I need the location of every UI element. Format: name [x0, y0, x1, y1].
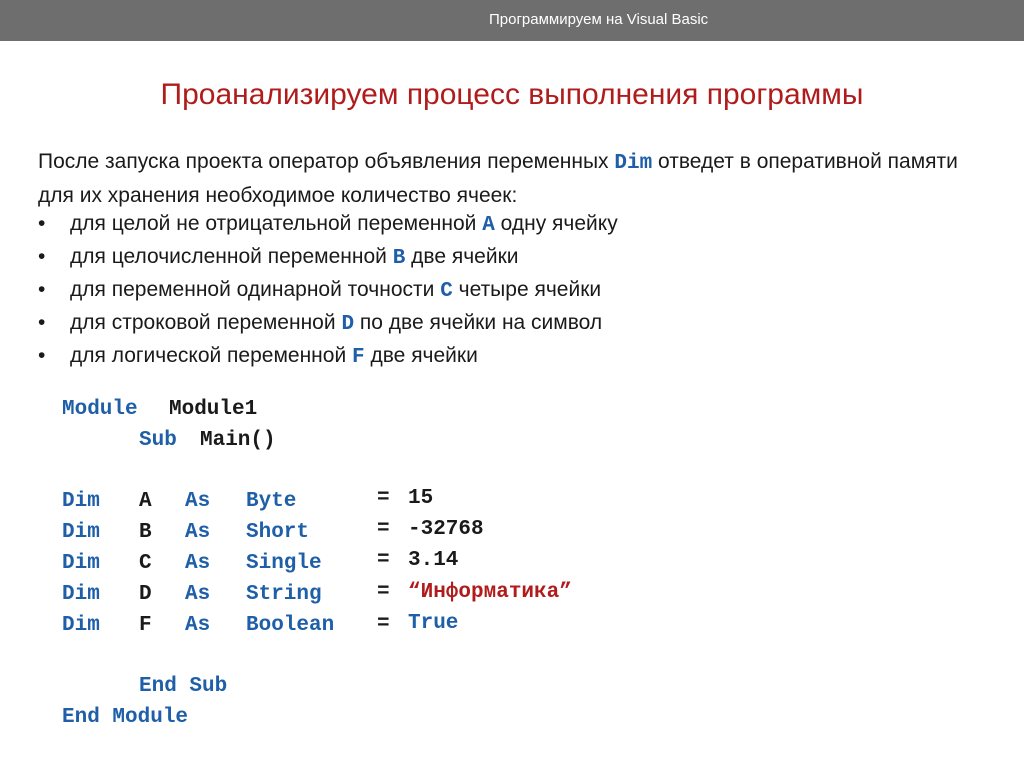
- code-dim-keyword: Dim: [62, 583, 100, 606]
- bullet-text: по две ячейки на символ: [359, 311, 603, 334]
- code-var-value: 3.14: [408, 549, 459, 572]
- bullet-text: две ячейки: [370, 344, 478, 367]
- bullet-text: для целочисленной переменной: [70, 245, 387, 268]
- code-var-value: 15: [408, 487, 434, 510]
- code-module-keyword: Module: [62, 398, 138, 421]
- code-sub-keyword: Sub: [139, 429, 177, 452]
- bullet-var: C: [440, 280, 453, 303]
- code-as-keyword: As: [185, 552, 211, 575]
- bullet-text: для целой не отрицательной переменной: [70, 212, 477, 235]
- bullet-text: для логической переменной: [70, 344, 347, 367]
- code-var-type: String: [246, 583, 322, 606]
- intro-keyword: Dim: [614, 152, 653, 175]
- code-module-name: Module1: [169, 398, 258, 421]
- code-var-value: True: [408, 612, 459, 635]
- bullet-var: A: [482, 214, 495, 237]
- intro-text-1: После запуска проекта оператор объявления переменных: [38, 150, 609, 173]
- code-as-keyword: As: [185, 614, 211, 637]
- bullet-icon: •: [38, 245, 46, 268]
- bullet-text: для переменной одинарной точности: [70, 278, 435, 301]
- code-sub-name: Main(): [200, 429, 276, 452]
- code-var-value: “Информатика”: [408, 581, 572, 604]
- code-as-keyword: As: [185, 583, 211, 606]
- code-dim-keyword: Dim: [62, 552, 100, 575]
- code-equals: =: [377, 549, 390, 572]
- code-var-type: Byte: [246, 490, 297, 513]
- bullet-icon: •: [38, 311, 46, 334]
- code-as-keyword: As: [185, 521, 211, 544]
- code-var-type: Short: [246, 521, 310, 544]
- code-end-module: End Module: [62, 706, 189, 729]
- code-end-sub: End Sub: [139, 675, 228, 698]
- slide-title: Проанализируем процесс выполнения программы: [160, 78, 864, 111]
- code-equals: =: [377, 487, 390, 510]
- header-title: Программируем на Visual Basic: [489, 11, 709, 28]
- bullet-var: F: [352, 346, 365, 369]
- bullet-icon: •: [38, 278, 46, 301]
- bullet-text: две ячейки: [411, 245, 519, 268]
- bullet-icon: •: [38, 212, 46, 235]
- code-var-name: B: [139, 521, 152, 544]
- bullet-var: D: [341, 313, 355, 336]
- code-dim-keyword: Dim: [62, 490, 100, 513]
- code-var-name: F: [139, 614, 152, 637]
- code-dim-keyword: Dim: [62, 521, 100, 544]
- code-as-keyword: As: [185, 490, 211, 513]
- intro-text-2: отведет в оперативной памяти для их хранения необходимое количество ячеек:: [38, 150, 958, 207]
- code-equals: =: [377, 581, 390, 604]
- code-var-value: -32768: [408, 518, 484, 541]
- code-dim-keyword: Dim: [62, 614, 100, 637]
- code-var-type: Boolean: [246, 614, 335, 637]
- code-equals: =: [377, 613, 390, 636]
- code-equals: =: [377, 518, 390, 541]
- code-var-name: D: [139, 583, 152, 606]
- code-var-name: A: [139, 490, 152, 513]
- bullet-text: одну ячейку: [500, 212, 618, 235]
- code-var-type: Single: [246, 552, 322, 575]
- bullet-var: B: [392, 247, 406, 270]
- bullet-icon: •: [38, 344, 46, 367]
- bullet-text: для строковой переменной: [70, 311, 336, 334]
- bullet-text: четыре ячейки: [458, 278, 602, 301]
- code-var-name: C: [139, 552, 152, 575]
